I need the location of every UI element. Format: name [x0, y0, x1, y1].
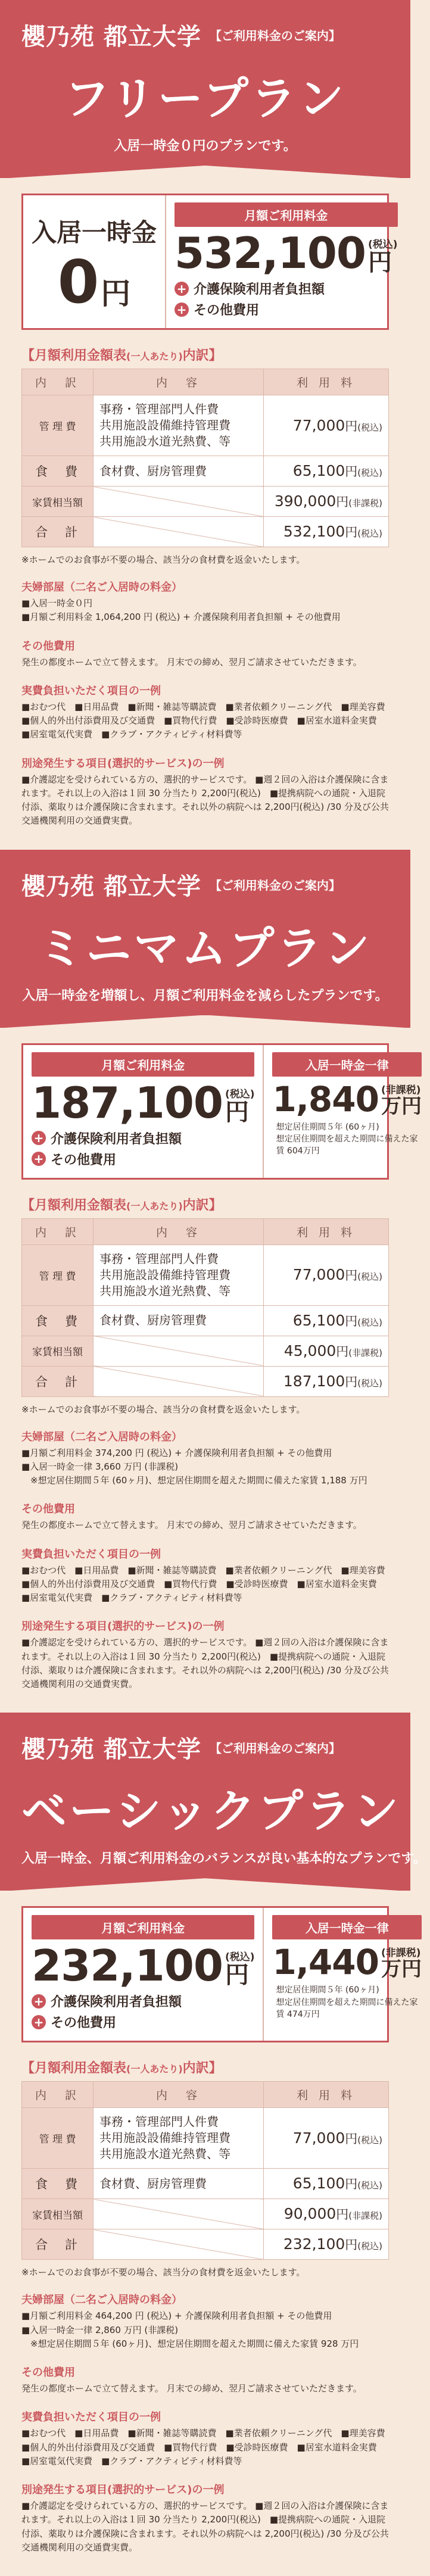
plus-item [32, 1992, 254, 2010]
meal-refund-note: ※ホームでのお食事が不要の場合、該当分の食材費を返金いたします。 [21, 2267, 306, 2278]
info-block [21, 2481, 389, 2555]
fee-table-header [22, 1218, 389, 1245]
info-block-body: 発生の都度ホームで立て替えます。 月末での締め、翌月ご請求させていただきます。 [21, 656, 362, 668]
amount-unit: 円 [345, 419, 358, 434]
info-block-body: ■月額ご利用料金 464,200 円 (税込) + 介護保険利用者負担額 + その他費用 ■入居一時金一律 2,860 万円 (非課税) ※想定居住期間５年 (60ヶ月)、想定居住期間を超えた期間に備えた家賃 928 万円 [21, 2310, 359, 2349]
amount-number: 77,000 [292, 416, 345, 434]
fee-amount [264, 2169, 389, 2199]
info-block [21, 682, 394, 742]
fee-item: 合 計 [22, 517, 94, 547]
fee-item: 家賃相当額 [22, 2199, 94, 2229]
info-block-title: その他費用 [21, 1503, 75, 1516]
price-summary-card [21, 194, 398, 330]
fee-item: 管 理 費 [22, 1245, 94, 1305]
tax-label: (税込) [357, 467, 382, 478]
plus-icon: + [32, 1152, 46, 1166]
plus-item [32, 1129, 254, 1147]
info-block-body: ■介護認定を受けられている方の、選択的サービスです。 ■週２回の入浴は介護保険に含まれます。それ以上の入浴は１回 30 分当たり 2,200円(税込) ■提携病院への通院・入退院付添、薬取りは介護保険に含まれます。それ以外の病院へは 2,200円(税込) /30 分及び公共交通機関利用の交通費実費。 [21, 2500, 389, 2553]
fee-amount [264, 486, 389, 517]
fee-amount [264, 1305, 389, 1336]
plan-title: ベーシックプラン [21, 1785, 401, 1838]
amount-display [272, 1078, 422, 1119]
amount-number: 187,100 [283, 1372, 345, 1390]
tax-label: (非課税) [348, 2210, 382, 2222]
fee-row [22, 486, 389, 517]
info-block-title: 夫婦部屋（二名ご入居時の料金） [21, 1430, 182, 1443]
tax-label: (税込) [357, 528, 382, 539]
monthly-fee-box [23, 1045, 263, 1178]
tax-label: (税込) [367, 239, 398, 251]
amount-number: 45,000 [283, 1342, 336, 1359]
initial-fee-box [263, 1908, 429, 2041]
amount-number: 65,100 [292, 1311, 345, 1329]
fee-table [21, 2081, 389, 2260]
fee-row [22, 517, 389, 547]
fee-row [22, 2199, 389, 2229]
fee-amount [264, 1366, 389, 1396]
amount-value: 0 [57, 247, 99, 317]
amount-unit-group [368, 236, 398, 275]
info-block-title: 夫婦部屋（二名ご入居時の料金） [21, 2294, 182, 2307]
fee-table-header [22, 369, 389, 395]
fee-amount [264, 2108, 389, 2169]
amount-unit-group [225, 1948, 255, 1987]
info-block [21, 1546, 394, 1605]
amount-unit: 円 [336, 2207, 349, 2222]
info-block-body: 発生の都度ホームで立て替えます。 月末での締め、翌月ご請求させていただきます。 [21, 1520, 362, 1531]
fee-item: 食 費 [22, 2169, 94, 2199]
fee-item: 管 理 費 [22, 2108, 94, 2169]
column-header: 内 訳 [22, 2082, 94, 2108]
fee-item: 食 費 [22, 1305, 94, 1336]
monthly-fee-box [165, 195, 406, 328]
price-summary-card [21, 1043, 422, 1180]
fee-row [22, 456, 389, 486]
plan-section [0, 1713, 426, 2576]
plus-icon: + [175, 282, 189, 296]
tax-label: (税込) [225, 1088, 255, 1100]
amount-unit: 円 [345, 1314, 358, 1328]
initial-fee-note: 想定居住期間５年 (60ヶ月) 想定居住期間を超えた期間に備えた家賃 474万円 [276, 1985, 418, 2019]
amount-display [175, 228, 398, 278]
fee-row [22, 2108, 389, 2169]
monthly-fee-heading: 月額ご利用料金 [32, 1052, 254, 1077]
info-block [21, 1618, 389, 1691]
amount-unit: 円 [225, 1098, 249, 1126]
plus-list [32, 1129, 254, 1168]
fee-table [21, 1218, 389, 1397]
plus-icon: + [32, 2015, 46, 2029]
fee-row [22, 2229, 389, 2260]
fee-description: 食材費、厨房管理費 [94, 456, 264, 486]
plus-label: その他費用 [51, 2016, 117, 2031]
facility-name: 櫻乃苑 都立大学 [21, 1736, 201, 1764]
fee-table-header [22, 2082, 389, 2108]
meal-refund-note: ※ホームでのお食事が不要の場合、該当分の食材費を返金いたします。 [21, 1404, 306, 1415]
column-header: 利 用 料 [264, 1218, 389, 1245]
info-block-title: 別途発生する項目(選択的サービス)の一例 [21, 1620, 225, 1633]
info-block [21, 1429, 389, 1488]
amount-unit: 万円 [381, 1957, 422, 1982]
fee-row [22, 2169, 389, 2199]
initial-fee-note: 想定居住期間５年 (60ヶ月) 想定居住期間を超えた期間に備えた家賃 604万円 [276, 1122, 418, 1156]
plan-header [0, 0, 410, 178]
amount-unit: 円 [336, 1344, 349, 1359]
fee-table-title-small: (一人あたり) [126, 1200, 183, 1212]
column-header: 内 訳 [22, 369, 94, 395]
amount-number: 65,100 [292, 2175, 345, 2193]
plus-list [175, 279, 397, 319]
fee-description: 事務・管理部門人件費 共用施設設備維持管理費 共用施設水道光熱費、等 [94, 1245, 264, 1305]
fee-table-title-end: 内訳】 [182, 2061, 222, 2076]
tax-label: (税込) [357, 1377, 382, 1389]
amount-unit-group [381, 1944, 422, 1982]
info-block-title: 実費負担いただく項目の一例 [21, 684, 161, 697]
fee-row [22, 1336, 389, 1366]
fee-row [22, 1366, 389, 1396]
fee-table-title-end: 内訳】 [182, 348, 222, 363]
facility-name: 櫻乃苑 都立大学 [21, 23, 201, 51]
info-block [21, 579, 389, 625]
tax-label: (税込) [357, 422, 382, 433]
fee-amount [264, 1245, 389, 1305]
fee-description [94, 1336, 264, 1366]
info-block-body: ■おむつ代 ■日用品費 ■新聞・雑誌等購読費 ■業者依頼クリーニング代 ■理美容費 ■個人的外出付添費用及び交通費 ■買物代行費 ■受診時医療費 ■居室水道料金実費 ■居室電気代実費 ■クラブ・アクティビティ材料費等 [21, 2428, 394, 2466]
plus-icon: + [32, 1994, 46, 2009]
plus-item [175, 300, 397, 319]
tax-label: (税込) [225, 1951, 255, 1964]
fee-amount [264, 2229, 389, 2260]
amount-unit: 円 [367, 249, 392, 276]
fee-table-title-main: 【月額利用金額表 [21, 348, 127, 363]
amount-number: 390,000 [274, 492, 336, 510]
fee-description [94, 2229, 264, 2260]
fee-description [94, 517, 264, 547]
column-header: 内 容 [94, 369, 264, 395]
column-header: 内 訳 [22, 1218, 94, 1245]
fee-item: 管 理 費 [22, 395, 94, 456]
initial-fee-label: 入居一時金 [32, 218, 157, 247]
amount-value: 532,100 [175, 228, 366, 278]
initial-fee-box [263, 1045, 429, 1178]
amount-number: 232,100 [283, 2235, 345, 2253]
plan-title: フリープラン [64, 72, 347, 125]
facility-name: 櫻乃苑 都立大学 [21, 872, 201, 900]
amount-number: 77,000 [292, 2129, 345, 2147]
tax-label: (税込) [357, 2180, 382, 2191]
tax-label: (非課税) [348, 1347, 382, 1358]
amount-value: 187,100 [32, 1077, 223, 1128]
amount-unit: 円 [345, 1374, 358, 1389]
info-block-title: その他費用 [21, 640, 75, 653]
amount-unit: 円 [336, 495, 349, 509]
info-block-body: ■おむつ代 ■日用品費 ■新聞・雑誌等購読費 ■業者依頼クリーニング代 ■理美容費 ■個人的外出付添費用及び交通費 ■買物代行費 ■受診時医療費 ■居室水道料金実費 ■居室電気代実費 ■クラブ・アクティビティ材料費等 [21, 701, 394, 740]
plus-label: その他費用 [194, 303, 260, 318]
monthly-fee-heading: 月額ご利用料金 [32, 1915, 254, 1939]
plan-title: ミニマムプラン [38, 921, 372, 975]
fee-amount [264, 2199, 389, 2229]
plus-icon: + [32, 1131, 46, 1145]
fee-amount [264, 517, 389, 547]
amount-display [32, 1077, 255, 1128]
amount-display [32, 1941, 255, 1991]
amount-display [32, 247, 157, 317]
fee-table-title [21, 2058, 389, 2076]
plan-subtitle: 入居一時金を増額し、月額ご利用料金を減らしたプランです。 [22, 988, 388, 1003]
tax-label: (税込) [357, 1317, 382, 1328]
amount-unit-group [381, 1081, 422, 1117]
fee-item: 家賃相当額 [22, 1336, 94, 1366]
info-block [21, 2409, 394, 2468]
plus-item [32, 2013, 254, 2031]
tax-label: (税込) [357, 2241, 382, 2252]
fee-item: 合 計 [22, 2229, 94, 2260]
amount-unit: 円 [225, 1961, 249, 1989]
fee-description [94, 486, 264, 517]
fee-table-title [21, 345, 389, 364]
initial-fee-heading: 入居一時金一律 [272, 1915, 421, 1939]
guide-tag: 【ご利用料金のご案内】 [209, 1741, 341, 1756]
plan-header [0, 850, 410, 1028]
amount-unit: 円 [345, 2131, 358, 2146]
info-block [21, 2291, 389, 2351]
info-block [21, 638, 389, 669]
header-top [21, 18, 389, 52]
fee-table-title-small: (一人あたり) [126, 351, 183, 362]
section-spacer [0, 1691, 410, 1713]
info-block-title: 別途発生する項目(選択的サービス)の一例 [21, 2484, 225, 2496]
tax-label: (非課税) [381, 1084, 421, 1096]
fee-amount [264, 395, 389, 456]
amount-number: 532,100 [283, 523, 345, 540]
info-block-body: ■月額ご利用料金 374,200 円 (税込) + 介護保険利用者負担額 + その他費用 ■入居一時金一律 3,660 万円 (非課税) ※想定居住期間５年 (60ヶ月)、想定居住期間を超えた期間に備えた家賃 1,188 万円 [21, 1447, 367, 1486]
tax-label: (税込) [357, 1271, 382, 1282]
fee-table-title-small: (一人あたり) [126, 2063, 183, 2075]
amount-number: 90,000 [283, 2205, 336, 2223]
column-header: 利 用 料 [264, 2082, 389, 2108]
column-header: 利 用 料 [264, 369, 389, 395]
guide-tag: 【ご利用料金のご案内】 [209, 29, 341, 43]
amount-unit: 円 [101, 276, 131, 311]
plus-label: 介護保険利用者負担額 [51, 1995, 182, 2010]
tax-label: (非課税) [381, 1947, 421, 1960]
fee-item: 家賃相当額 [22, 486, 94, 517]
plus-list [32, 1992, 254, 2031]
amount-unit: 円 [345, 2177, 358, 2192]
plus-label: その他費用 [51, 1152, 117, 1168]
info-block-body: ■おむつ代 ■日用品費 ■新聞・雑誌等購読費 ■業者依頼クリーニング代 ■理美容費 ■個人的外出付添費用及び交通費 ■買物代行費 ■受診時医療費 ■居室水道料金実費 ■居室電気代実費 ■クラブ・アクティビティ材料費等 [21, 1564, 394, 1603]
amount-value: 232,100 [32, 1941, 223, 1991]
fee-amount [264, 456, 389, 486]
info-block-body: ■入居一時金０円 ■月額ご利用料金 1,064,200 円 (税込) + 介護保険利用者負担額 + その他費用 [21, 598, 341, 623]
column-header: 内 容 [94, 2082, 264, 2108]
plus-label: 介護保険利用者負担額 [194, 282, 325, 297]
fee-row [22, 395, 389, 456]
fee-table-title-main: 【月額利用金額表 [21, 2061, 127, 2076]
info-block-title: 夫婦部屋（二名ご入居時の料金） [21, 581, 182, 594]
plus-item [175, 279, 397, 298]
header-top [21, 868, 389, 902]
fee-table-title-main: 【月額利用金額表 [21, 1197, 127, 1213]
header-top [21, 1730, 389, 1764]
info-block [21, 2364, 389, 2396]
info-block [21, 1501, 389, 1532]
fee-amount [264, 1336, 389, 1366]
amount-number: 65,100 [292, 462, 345, 479]
info-block-title: 別途発生する項目(選択的サービス)の一例 [21, 757, 225, 770]
amount-unit: 万円 [381, 1094, 422, 1118]
fee-description: 食材費、厨房管理費 [94, 2169, 264, 2199]
info-block-title: その他費用 [21, 2366, 75, 2379]
amount-unit: 円 [345, 2238, 358, 2253]
info-block-body: 発生の都度ホームで立て替えます。 月末での締め、翌月ご請求させていただきます。 [21, 2383, 362, 2394]
plan-header [0, 1713, 426, 1891]
amount-number: 77,000 [292, 1266, 345, 1283]
plan-subtitle: 入居一時金、月額ご利用料金のバランスが良い基本的なプランです。 [21, 1851, 426, 1867]
plus-label: 介護保険利用者負担額 [51, 1131, 182, 1147]
plan-subtitle: 入居一時金０円のプランです。 [114, 139, 297, 154]
info-block [21, 755, 389, 828]
info-block-title: 実費負担いただく項目の一例 [21, 2411, 161, 2424]
amount-unit: 円 [345, 525, 358, 539]
fee-description: 事務・管理部門人件費 共用施設設備維持管理費 共用施設水道光熱費、等 [94, 2108, 264, 2169]
meal-refund-note: ※ホームでのお食事が不要の場合、該当分の食材費を返金いたします。 [21, 554, 306, 565]
amount-unit: 円 [345, 1268, 358, 1283]
tax-label: (税込) [357, 2134, 382, 2145]
initial-fee-heading: 入居一時金一律 [272, 1052, 421, 1077]
fee-table [21, 369, 389, 547]
info-block-body: ■介護認定を受けられている方の、選択的サービスです。 ■週２回の入浴は介護保険に含まれます。それ以上の入浴は１回 30 分当たり 2,200円(税込) ■提携病院への通院・入退院付添、薬取りは介護保険に含まれます。それ以外の病院へは 2,200円(税込) /30 分及び公共交通機関利用の交通費実費。 [21, 1637, 389, 1689]
section-spacer [0, 828, 410, 850]
amount-unit-group [101, 276, 131, 312]
plan-section [0, 0, 410, 850]
initial-fee-box [23, 195, 165, 328]
fee-row [22, 1305, 389, 1336]
plus-icon: + [175, 302, 189, 317]
column-header: 内 容 [94, 1218, 264, 1245]
guide-tag: 【ご利用料金のご案内】 [209, 878, 341, 893]
fee-description [94, 1366, 264, 1396]
tax-label: (非課税) [348, 498, 382, 509]
amount-unit: 円 [345, 464, 358, 479]
fee-description: 食材費、厨房管理費 [94, 1305, 264, 1336]
plus-item [32, 1150, 254, 1168]
amount-value: 1,840 [272, 1078, 379, 1119]
price-summary-card [21, 1906, 422, 2042]
monthly-fee-box [23, 1908, 263, 2041]
info-block-title: 実費負担いただく項目の一例 [21, 1548, 161, 1561]
amount-value: 1,440 [272, 1942, 379, 1983]
fee-row [22, 1245, 389, 1305]
fee-description [94, 2199, 264, 2229]
fee-table-title [21, 1195, 389, 1214]
fee-table-title-end: 内訳】 [182, 1197, 222, 1213]
amount-display [272, 1942, 422, 1983]
fee-item: 食 費 [22, 456, 94, 486]
info-block-body: ■介護認定を受けられている方の、選択的サービスです。 ■週２回の入浴は介護保険に含まれます。それ以上の入浴は１回 30 分当たり 2,200円(税込) ■提携病院への通院・入退院付添、薬取りは介護保険に含まれます。それ以外の病院へは 2,200円(税込) /30 分及び公共交通機関利用の交通費実費。 [21, 774, 389, 827]
monthly-fee-heading: 月額ご利用料金 [175, 202, 397, 227]
fee-item: 合 計 [22, 1366, 94, 1396]
fee-description: 事務・管理部門人件費 共用施設設備維持管理費 共用施設水道光熱費、等 [94, 395, 264, 456]
section-spacer [0, 2555, 410, 2576]
amount-unit-group [225, 1086, 255, 1124]
plan-section [0, 850, 422, 1713]
